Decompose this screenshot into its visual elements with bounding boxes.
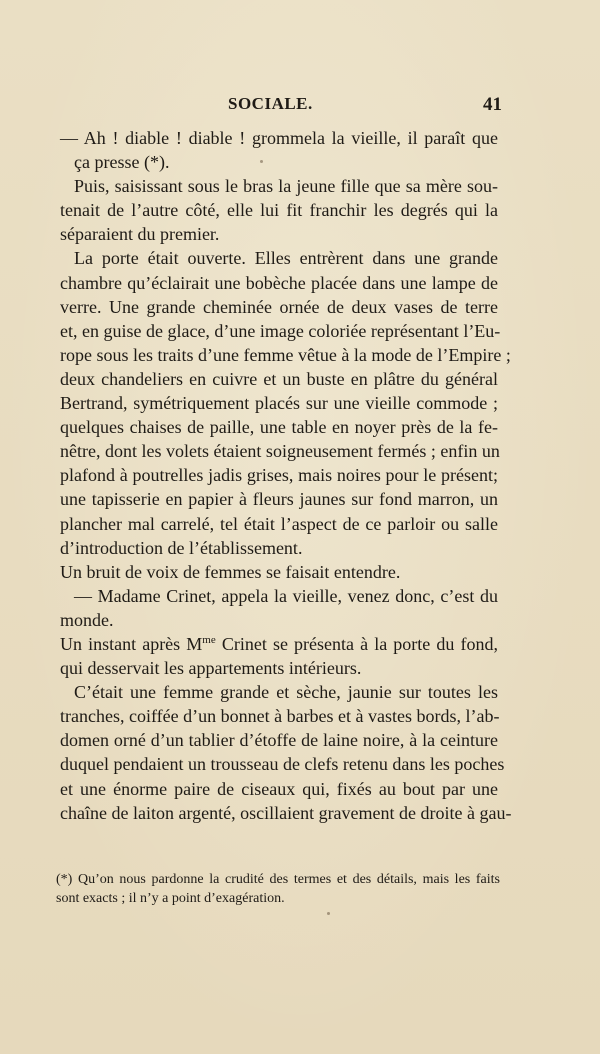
text-line: chaîne de laiton argenté, oscillaient gravement de droite à gau-	[60, 802, 512, 823]
text-line: plancher mal carrelé, tel était l’aspect de ce parloir ou salle	[60, 513, 498, 534]
page-header	[0, 94, 600, 118]
text-line: domen orné d’un tablier d’étoffe de laine noire, à la ceinture	[60, 730, 498, 751]
text-line: ça presse (*).	[74, 152, 170, 173]
text-line: C’était une femme grande et sèche, jaunie sur toutes les	[74, 682, 498, 703]
text-line: tranches, coiffée d’un bonnet à barbes et à vastes bords, l’ab-	[60, 706, 500, 727]
text-line: — Ah ! diable ! diable ! grommela la vieille, il paraît que	[60, 128, 498, 148]
footnote-line: (*) Qu’on nous pardonne la crudité des termes et des détails, mais les faits	[56, 872, 500, 887]
text-fragment: Un instant après M	[60, 633, 203, 654]
text-line: duquel pendaient un trousseau de clefs retenu dans les poches	[60, 754, 505, 775]
text-line: tenait de l’autre côté, elle lui fit franchir les degrés qui la	[60, 200, 498, 221]
text-line: La porte était ouverte. Elles entrèrent dans une grande	[74, 248, 498, 269]
running-head: SOCIALE.	[228, 94, 313, 113]
text-line: une tapisserie en papier à fleurs jaunes sur fond marron, un	[60, 489, 498, 510]
paper-speck	[260, 160, 263, 163]
text-line: Un bruit de voix de femmes se faisait entendre.	[60, 561, 401, 582]
text-line: d’introduction de l’établissement.	[60, 537, 303, 558]
text-line: rope sous les traits d’une femme vêtue à la mode de l’Empire ;	[60, 344, 511, 365]
text-line: verre. Une grande cheminée ornée de deux vases de terre	[60, 296, 498, 317]
text-line: Puis, saisissant sous le bras la jeune fille que sa mère sou-	[74, 176, 498, 197]
text-line: qui desservait les appartements intérieurs.	[60, 658, 362, 679]
footnote	[56, 870, 500, 908]
text-line: séparaient du premier.	[60, 224, 220, 245]
text-line: deux chandeliers en cuivre et un buste en plâtre du général	[60, 368, 498, 389]
paper-speck	[327, 912, 330, 915]
superscript: me	[202, 633, 216, 646]
text-line: — Madame Crinet, appela la vieille, venez donc, c’est du	[74, 585, 498, 606]
text-fragment: Crinet se présenta à la porte du fond,	[215, 633, 498, 654]
text-line: et, en guise de glace, d’une image coloriée représentant l’Eu-	[60, 320, 501, 341]
text-line: quelques chaises de paille, une table en noyer près de la fe-	[60, 417, 498, 438]
text-line: chambre qu’éclairait une bobèche placée dans une lampe de	[60, 272, 498, 293]
text-line: plafond à poutrelles jadis grises, mais noires pour le présent;	[60, 465, 498, 486]
footnote-line: sont exacts ; il n’y a point d’exagération.	[56, 891, 285, 906]
text-line: monde.	[60, 609, 114, 630]
page-number: 41	[483, 94, 502, 115]
text-line: nêtre, dont les volets étaient soigneusement fermés ; enfin un	[60, 441, 500, 462]
text-line-with-superscript	[60, 632, 498, 656]
text-line: Bertrand, symétriquement placés sur une vieille commode ;	[60, 393, 498, 414]
body-text	[60, 126, 512, 825]
text-line: et une énorme paire de ciseaux qui, fixés au bout par une	[60, 778, 498, 799]
